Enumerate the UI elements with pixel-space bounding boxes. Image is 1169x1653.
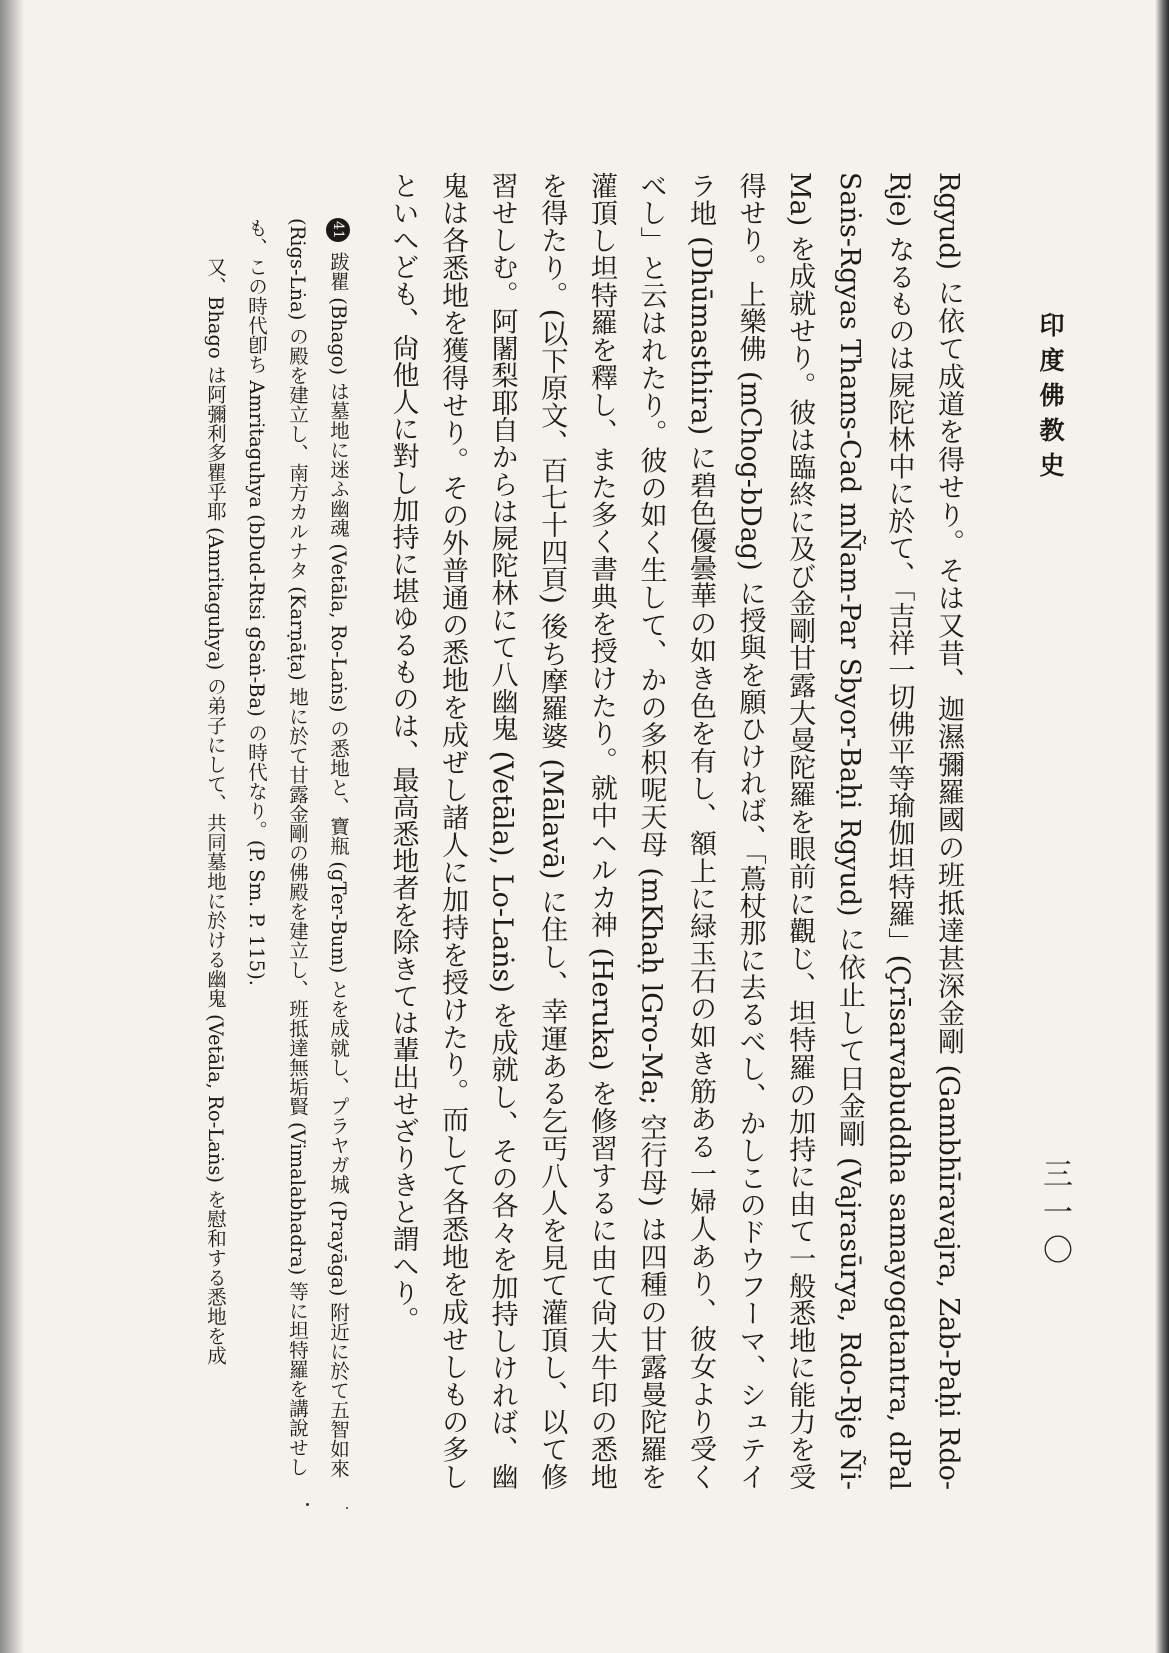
body-paragraph: Rgyud) に依て成道を得せり。そは又昔、迦濕彌羅國の班抵達甚深金剛 (Gambhīravajra, Zab-Paḥi Rdo-Rje) なるものは屍陀林中に於て、「吉祥一切佛平等瑜伽坦特羅」(Çrīsarvabuddha samayogatantra, dPal Saṅs-Rgyas Thams-Cad mÑam-Par Sbyor-Baḥi Rgyud) に依止して日金剛 (Vajrasūrya, Rdo-Rje Ñi-Ma) を成就せり。彼は臨終に及び金剛甘露大曼陀羅を眼前に觀じ、坦特羅の加持に由て一般悉地に能力を受得せり。上樂佛 (mChog-bDag) に授與を願ひければ、「蔦杖那に去るべし、かしこのドウフーマ、シュテイラ地 (Dhūmasthira) に碧色優曇華の如き色を有し、額上に緑玉石の如き筋ある一婦人あり、彼女より受くべし」と云はれたり。彼の如く生して、かの多枳呢天母 (mKhaḥ lGro-Ma; 空行母) は四種の甘露曼陀羅を灌頂し坦特羅を釋し、また多く書典を授けたり。就中ヘルカ神 (Heruka) を修習するに由て尙大牛印の悉地を得たり。(以下原文、百七十四頁) 後ち摩羅婆 (Mālavā) に住し、幸運ある乞丐八人を見て灌頂し、以て修習せしむ。阿闍梨耶自からは屍陀林にて八幽鬼 (Vetāla), Lo-Laṅs) を成就し、その各々を加持しければ、幽鬼は各悉地を獲得せり。その外普通の悉地を成ぜし諸人に加持を授けたり。而して各悉地を成せしもの多しといへども、尙他人に對し加持に堪ゆるものは、最高悉地者を除きては輩出せざりきと謂へり。 (387, 172, 964, 1490)
footnote-text: 跋瞿 (Bhago) は墓地に迷ふ幽魂 (Vetāla, Ro-Laṅs) の悉地と、寶瓶 (gTer-Bum) とを成就し、プラヤガ城 (Prayāga) 附近に於て五智如來 (Rigs-Lṅa) の殿を建立し、南方カルナタ (Karṇāṭa) 地に於て甘露金剛の佛殿を建立し、班抵達無垢賢 (Vimalabhadra) 等に坦特羅を講說せしも、この時代卽ち Amritaguhya (bDud-Rtsi gSaṅ-Ba) の時代なり。(P. Sm. P. 115). (245, 218, 350, 1479)
binding-shadow (1155, 0, 1169, 1653)
body-text (383, 172, 973, 1490)
page-number: 三一〇 (1037, 1158, 1072, 1272)
footnotes (154, 218, 359, 1508)
scan-speck (306, 1503, 309, 1506)
scan-speck (346, 1507, 348, 1509)
footnote-continuation: 又、Bhago は阿彌利多瞿乎耶 (Amritaguhya) の弟子にして、共同墓地に於ける幽鬼 (Vetāla, Ro-Laṅs) を慰和する悉地を成 (204, 257, 227, 1365)
footnote (236, 218, 359, 1508)
footnote-number: 41 (326, 218, 350, 242)
page-edge-shadow (0, 0, 24, 1653)
running-head: 印度佛教史 (1036, 312, 1065, 487)
